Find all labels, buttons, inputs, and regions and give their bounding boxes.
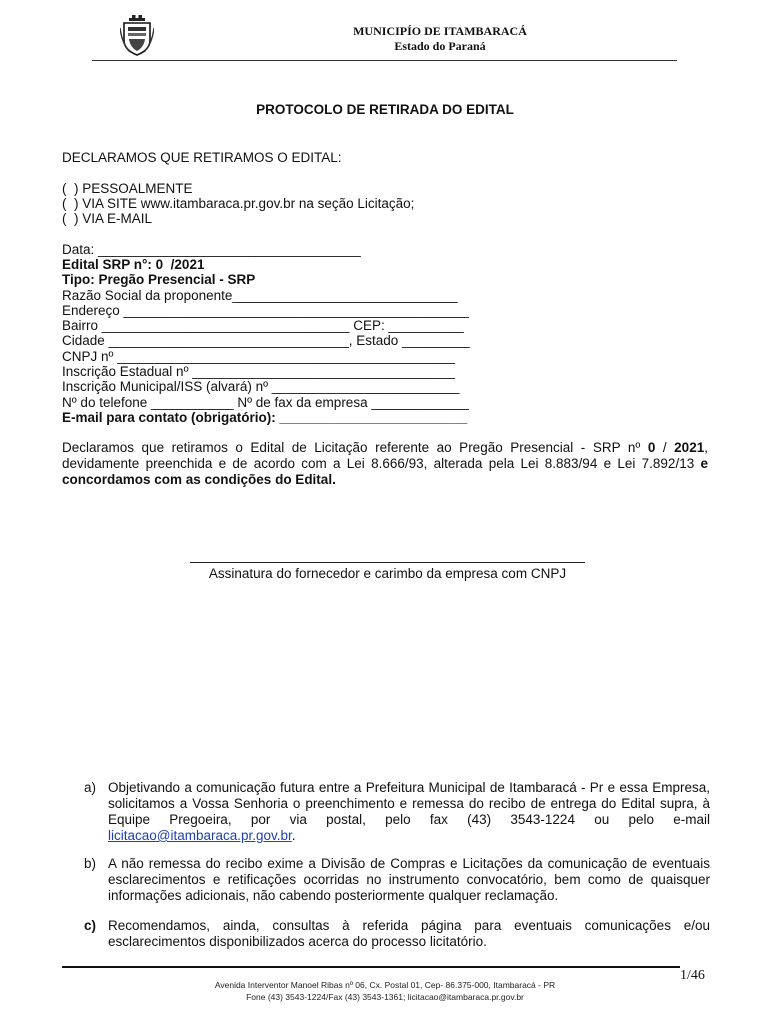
note-b-text: A não remessa do recibo exime a Divisão de Compras e Licitações da comunicação de eventuais esclarecimentos e retificações ocorridas no instrumento convocatório, bem como de quaisquer informações adicionais, não cabendo posteriormente qualquer reclamação. — [108, 856, 710, 903]
field-neighborhood-cep: Bairro _________________________________ CEP: __________ — [62, 318, 464, 333]
option-in-person: ( ) PESSOALMENTE — [62, 181, 193, 196]
field-city-state: Cidade ________________________________, Estado _________ — [62, 333, 470, 348]
intro-statement: DECLARAMOS QUE RETIRAMOS O EDITAL: — [62, 150, 342, 165]
option-via-site: ( ) VIA SITE www.itambaraca.pr.gov.br na seção Licitação; — [62, 196, 415, 211]
declaration-separator: / — [655, 440, 675, 455]
document-title: PROTOCOLO DE RETIRADA DO EDITAL — [256, 102, 514, 117]
footer-divider — [62, 966, 680, 968]
declaration-agreement: e concordamos com as condições do Edital. — [62, 456, 708, 487]
signature-caption: Assinatura do fornecedor e carimbo da empresa com CNPJ — [208, 566, 567, 581]
note-c-text: Recomendamos, ainda, consultas à referida página para eventuais comunicações e/ou esclarecimentos disponibilizados acerca do processo licitatório. — [108, 918, 710, 949]
page-number: 1/46 — [680, 968, 705, 983]
note-a-marker: a) — [84, 780, 97, 795]
field-contact-email: E-mail para contato (obrigatório): _________________________ — [62, 410, 468, 425]
declaration-text-middle: , devidamente preenchida e de acordo com a Lei 8.666/93, alterada pela Lei 8.883/94 e Lei 7.892/13 — [62, 440, 708, 471]
state-name: Estado do Paraná — [394, 39, 486, 53]
note-c-marker: c) — [84, 918, 97, 933]
declaration-text-start: Declaramos que retiramos o Edital de Licitação referente ao Pregão Presencial - SRP nº — [62, 440, 648, 455]
note-b — [84, 856, 710, 904]
declaration-paragraph — [62, 440, 708, 488]
field-cnpj: CNPJ nº _____________________________________________ — [62, 349, 456, 364]
footer-contact: Fone (43) 3543-1224/Fax (43) 3543-1361; licitacao@itambaraca.pr.gov.br — [246, 992, 524, 1002]
field-municipal-registration: Inscrição Municipal/ISS (alvará) nº _________________________ — [62, 379, 460, 394]
field-type: Tipo: Pregão Presencial - SRP — [62, 272, 256, 287]
email-link[interactable]: licitacao@itambaraca.pr.gov.br — [108, 828, 292, 843]
note-c — [84, 918, 710, 950]
signature-line — [190, 562, 585, 563]
footer-address: Avenida Interventor Manoel Ribas nº 06, Cx. Postal 01, Cep- 86.375-000, Itambaracá - PR — [214, 980, 556, 990]
field-edital-number: Edital SRP n°: 0 /2021 — [62, 257, 205, 272]
note-a-end: . — [291, 828, 296, 843]
field-company-name: Razão Social da proponente______________________________ — [62, 288, 458, 303]
header-divider — [92, 60, 677, 61]
field-address: Endereço ______________________________________________ — [62, 303, 469, 318]
note-a-text: Objetivando a comunicação futura entre a Prefeitura Municipal de Itambaracá - Pr e essa Empresa, solicitamos a Vossa Senhoria o preenchimento e remessa do recibo de entrega do Edital supra, à Equipe Pregoeira, por via postal, pelo fax (43) 3543-1224 ou pelo e-mail — [108, 780, 710, 827]
note-b-marker: b) — [84, 856, 97, 871]
field-date: Data: ___________________________________ — [62, 242, 361, 257]
declaration-edital-year: 2021 — [674, 440, 705, 455]
field-state-registration: Inscrição Estadual nº ___________________________________ — [62, 364, 456, 379]
declaration-edital-number: 0 — [647, 440, 656, 455]
field-phone-fax: Nº do telefone ___________ Nº de fax da empresa _____________ — [62, 395, 469, 410]
municipality-name: MUNICIPÍO DE ITAMBARACÁ — [353, 24, 527, 38]
option-via-email: ( ) VIA E-MAIL — [62, 211, 153, 226]
municipal-crest-logo — [120, 14, 154, 56]
note-a — [84, 780, 710, 844]
